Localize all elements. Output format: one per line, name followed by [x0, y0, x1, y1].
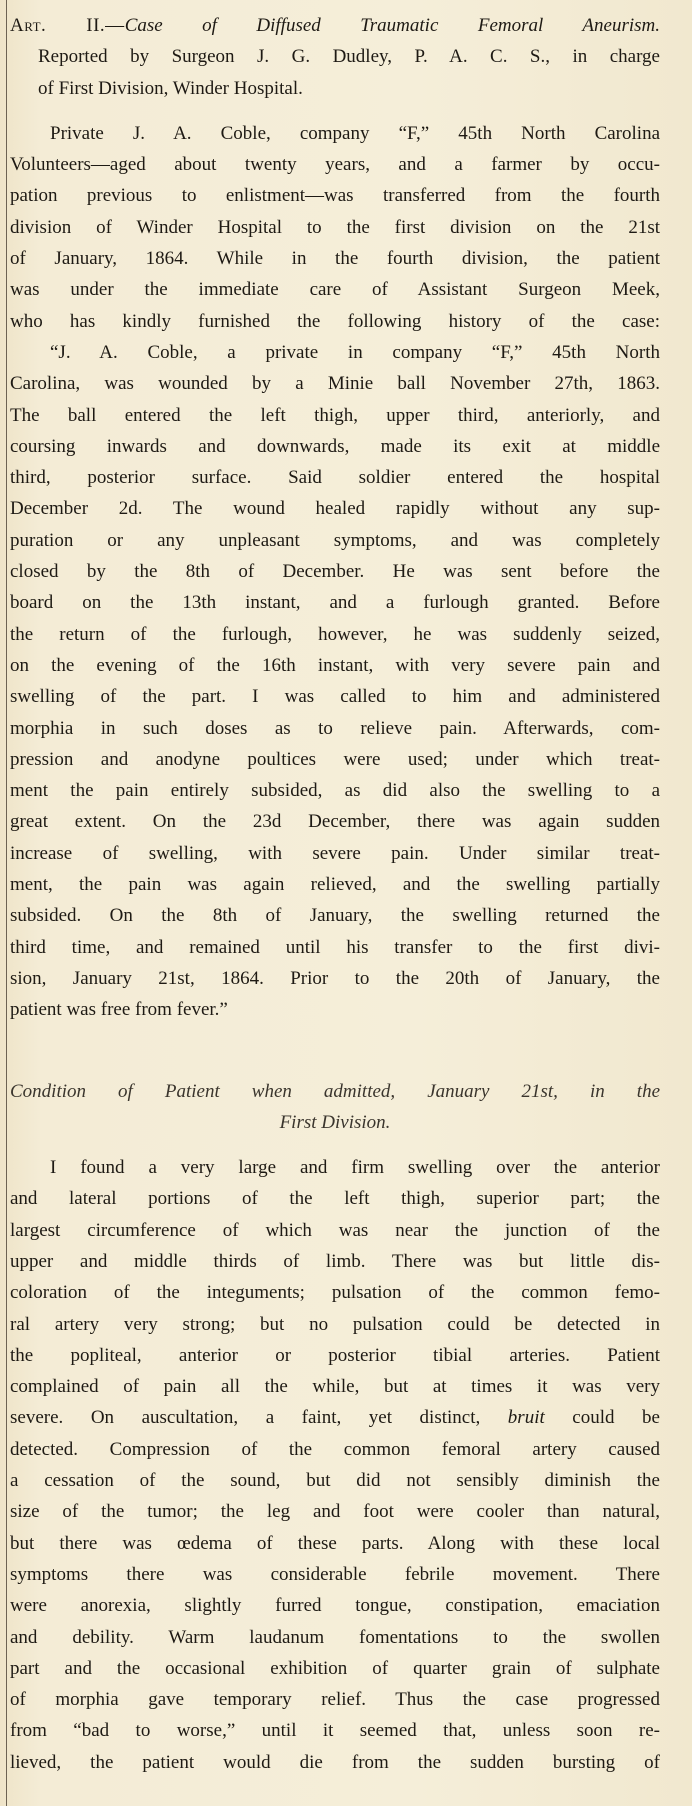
paragraph-line: of January, 1864. While in the fourth division, the patient: [10, 248, 660, 270]
section-heading: [10, 1076, 660, 1139]
paragraph-line: size of the tumor; the leg and foot were cooler than natural,: [10, 1501, 660, 1523]
paragraph-line: the popliteal, anterior or posterior tibial arteries. Patient: [10, 1344, 660, 1366]
paragraph-line: pation previous to enlistment—was transferred from the fourth: [10, 185, 660, 207]
paragraph-line: closed by the 8th of December. He was sent before the: [10, 561, 660, 583]
paragraph-line: I found a very large and firm swelling over the anterior: [50, 1157, 660, 1179]
paragraph-line: ment the pain entirely subsided, as did also the swelling to a: [10, 780, 660, 802]
paragraph-line: complained of pain all the while, but at times it was very: [10, 1376, 660, 1398]
section-heading-line-2: First Division.: [279, 1111, 391, 1133]
paragraph-line: pression and anodyne poultices were used; under which treat-: [10, 748, 660, 770]
byline-line-1: Reported by Surgeon J. G. Dudley, P. A. C. S., in charge: [38, 46, 660, 68]
paragraph-line: increase of swelling, with severe pain. Under similar treat-: [10, 842, 660, 864]
paragraph-line: coursing inwards and downwards, made its exit at middle: [10, 435, 660, 457]
paragraph-line: symptoms there was considerable febrile movement. There: [10, 1563, 660, 1585]
paragraph-line: was under the immediate care of Assistant Surgeon Meek,: [10, 279, 660, 301]
paragraph-line: The ball entered the left thigh, upper third, anteriorly, and: [10, 404, 660, 426]
paragraph-line: morphia in such doses as to relieve pain. Afterwards, com-: [10, 717, 660, 739]
paragraph-line: third, posterior surface. Said soldier entered the hospital: [10, 467, 660, 489]
paragraph-line: division of Winder Hospital to the first division on the 21st: [10, 216, 660, 238]
paragraph-1: [10, 118, 660, 337]
section-heading-line-1: Condition of Patient when admitted, January 21st, in the: [10, 1080, 660, 1102]
paragraph-line: Carolina, was wounded by a Minie ball November 27th, 1863.: [10, 373, 660, 395]
article-label: Art. II.—: [10, 15, 125, 36]
paragraph-2: [10, 337, 660, 1026]
paragraph-line: from “bad to worse,” until it seemed that, unless soon re-: [10, 1720, 660, 1742]
paragraph-line: “J. A. Coble, a private in company “F,” 45th North: [50, 341, 660, 363]
paragraph-line: the return of the furlough, however, he was suddenly seized,: [10, 623, 660, 645]
paragraph-line: on the evening of the 16th instant, with very severe pain and: [10, 654, 660, 676]
article-title: Case of Diffused Traumatic Femoral Aneurism.: [124, 15, 660, 36]
paragraph-line: swelling of the part. I was called to him and administered: [10, 686, 660, 708]
paragraph-line: and lateral portions of the left thigh, superior part; the: [10, 1188, 660, 1210]
paragraph-line: largest circumference of which was near the junction of the: [10, 1219, 660, 1241]
paragraph-line-bruit: [10, 1402, 660, 1433]
paragraph-line: subsided. On the 8th of January, the swelling returned the: [10, 905, 660, 927]
paragraph-line: and debility. Warm laudanum fomentations to the swollen: [10, 1626, 660, 1648]
paragraph-line: detected. Compression of the common femoral artery caused: [10, 1438, 660, 1460]
paragraph-line: board on the 13th instant, and a furlough granted. Before: [10, 592, 660, 614]
article-title-line: [10, 10, 660, 41]
paragraph-line: sion, January 21st, 1864. Prior to the 20th of January, the: [10, 967, 660, 989]
paragraph-line: lieved, the patient would die from the sudden bursting of: [10, 1751, 660, 1773]
paragraph-line: of morphia gave temporary relief. Thus the case progressed: [10, 1689, 660, 1711]
paragraph-line: were anorexia, slightly furred tongue, constipation, emaciation: [10, 1595, 660, 1617]
paragraph-3: [10, 1152, 660, 1778]
paragraph-line: a cessation of the sound, but did not sensibly diminish the: [10, 1470, 660, 1492]
paragraph-line: part and the occasional exhibition of quarter grain of sulphate: [10, 1657, 660, 1679]
article-body: [10, 10, 660, 1778]
column-rule: [6, 0, 7, 1806]
bruit-word: bruit: [507, 1407, 545, 1429]
paragraph-line: great extent. On the 23d December, there was again sudden: [10, 811, 660, 833]
paragraph-line: coloration of the integuments; pulsation of the common femo-: [10, 1282, 660, 1304]
paragraph-line: December 2d. The wound healed rapidly without any sup-: [10, 498, 660, 520]
paragraph-line: Volunteers—aged about twenty years, and a farmer by occu-: [10, 154, 660, 176]
paragraph-line: third time, and remained until his transfer to the first divi-: [10, 936, 660, 958]
paragraph-line: who has kindly furnished the following history of the case:: [10, 310, 660, 332]
paragraph-line-text: severe. On auscultation, a faint, yet distinct,: [10, 1407, 481, 1429]
paragraph-line-tail: could be: [572, 1407, 660, 1429]
byline-line-2: of First Division, Winder Hospital.: [38, 77, 303, 99]
paragraph-line: ment, the pain was again relieved, and the swelling partially: [10, 874, 660, 896]
paragraph-line: but there was œdema of these parts. Along with these local: [10, 1532, 660, 1554]
paragraph-line: upper and middle thirds of limb. There was but little dis-: [10, 1250, 660, 1272]
paragraph-line: Private J. A. Coble, company “F,” 45th North Carolina: [50, 122, 660, 144]
paragraph-line: patient was free from fever.”: [10, 999, 228, 1021]
paragraph-line: puration or any unpleasant symptoms, and was completely: [10, 529, 660, 551]
paragraph-line: ral artery very strong; but no pulsation could be detected in: [10, 1313, 660, 1335]
